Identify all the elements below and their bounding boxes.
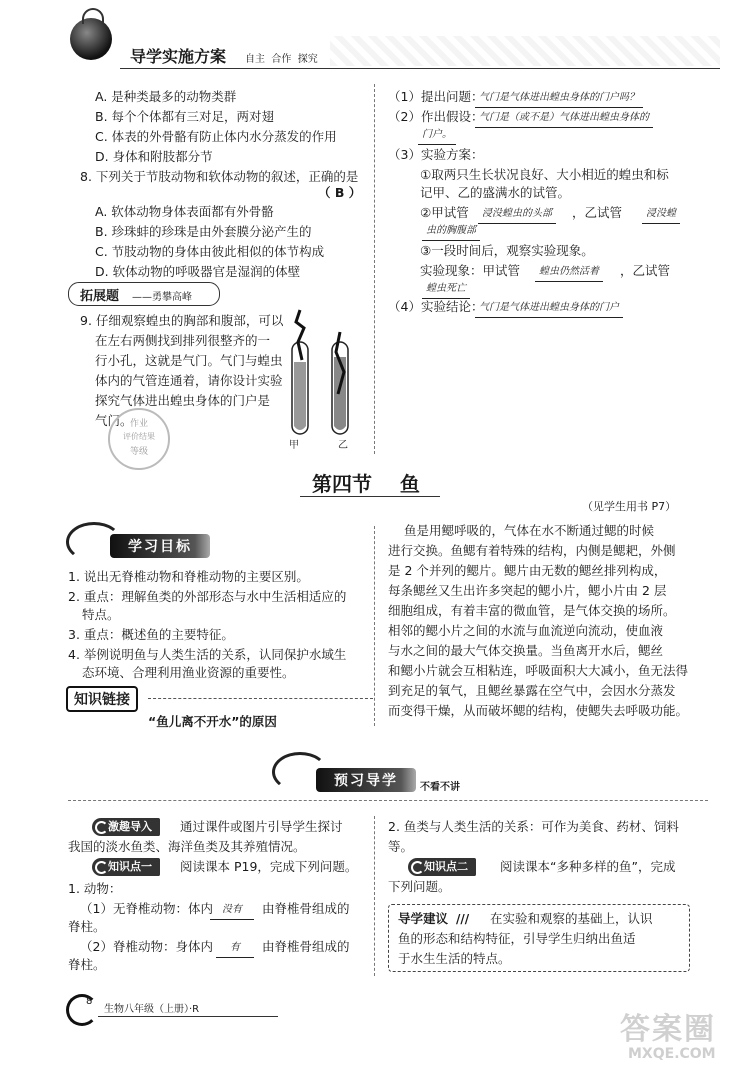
goal-2-cont: 特点。 bbox=[82, 607, 120, 622]
step-2-a-answer: 浸没蝗虫的头部 bbox=[478, 205, 556, 224]
fish-text-1: 鱼是用鳃呼吸的，气体在水不断通过鳃的时候 bbox=[404, 523, 655, 538]
knowledge-point-1-tag: 知识点一 bbox=[92, 858, 160, 876]
vertebrate-c: 脊柱。 bbox=[68, 957, 106, 972]
observation-answer-2: 蝗虫死亡 bbox=[422, 280, 470, 299]
column-divider-top bbox=[374, 84, 375, 454]
vertebrate-b: 由脊椎骨组成的 bbox=[262, 939, 350, 954]
fish-text-7: 与水之间的最大气体交换量。当鱼离开水后，鳃丝 bbox=[388, 643, 664, 658]
learning-goals-banner: 学习目标 bbox=[110, 534, 210, 558]
preview-sub: 不看不讲 bbox=[420, 782, 460, 793]
q8-option-d: D. 软体动物的呼吸器官是湿润的体壁 bbox=[95, 264, 301, 279]
step-1-cont: 记甲、乙的盛满水的试管。 bbox=[420, 185, 571, 200]
q9-line-6: 气门。 bbox=[95, 413, 133, 428]
header-logo-sprout-icon bbox=[82, 8, 104, 24]
option-b: B. 每个个体都有三对足，两对翅 bbox=[95, 109, 275, 124]
q2-answer-cont: 门户。 bbox=[418, 126, 456, 145]
section-reference: （见学生用书 P7） bbox=[582, 500, 677, 513]
invertebrate-c: 脊柱。 bbox=[68, 919, 106, 934]
goal-1: 1. 说出无脊椎动物和脊椎动物的主要区别。 bbox=[68, 569, 309, 584]
vertebrate-answer: 有 bbox=[216, 939, 254, 958]
column-divider-bottom bbox=[374, 816, 375, 976]
knowledge-point-2-text-cont: 下列问题。 bbox=[388, 879, 451, 894]
goal-4: 4. 举例说明鱼与人类生活的关系，认同保护水域生 bbox=[68, 647, 347, 662]
footer-page-swirl-icon bbox=[66, 994, 98, 1026]
q9-line-3: 行小孔，这就是气门。气门与蝗虫 bbox=[95, 353, 283, 368]
step-2-b-answer: 浸没蝗 bbox=[642, 205, 680, 224]
relation-text-1: 2. 鱼类与人类生活的关系：可作为美食、药材、饲料 bbox=[388, 819, 679, 834]
q3-label: （3）实验方案： bbox=[388, 147, 484, 162]
fish-text-9: 到充足的氧气，且鳃丝暴露在空气中，会因水分蒸发 bbox=[388, 683, 676, 698]
stamp-top: 作业 bbox=[129, 419, 148, 429]
animals-heading: 1. 动物： bbox=[68, 881, 122, 896]
q9-line-2: 在左右两侧找到排列很整齐的一 bbox=[95, 333, 271, 348]
tube-yi-icon bbox=[332, 332, 348, 434]
step-2-c-answer: 虫的胸腹部 bbox=[422, 222, 480, 241]
header-rule bbox=[120, 68, 720, 69]
vertebrate-a: （2）脊椎动物：身体内 bbox=[80, 939, 213, 954]
tube-label-yi: 乙 bbox=[338, 440, 348, 451]
extension-sub: ——勇攀高峰 bbox=[132, 292, 192, 303]
q4-label: （4）实验结论： bbox=[388, 299, 484, 314]
learning-goals-swirl-icon bbox=[66, 522, 122, 562]
q9-line-1: 9. 仔细观察蝗虫的胸部和腹部，可以 bbox=[80, 313, 284, 328]
q8-option-a: A. 软体动物身体表面都有外骨骼 bbox=[95, 204, 274, 219]
knowledge-point-1-text: 阅读课本 P19，完成下列问题。 bbox=[180, 859, 358, 874]
watermark-logo: 答案圈 bbox=[620, 1012, 716, 1047]
guidance-text-1: 在实验和观察的基础上，认识 bbox=[490, 911, 653, 926]
extension-label: 拓展题 bbox=[80, 289, 120, 304]
fish-text-10: 而变得干燥，从而破坏鳃的结构，使鳃失去呼吸功能。 bbox=[388, 703, 689, 718]
footer-book: 生物八年级（上册）·R bbox=[104, 1004, 200, 1015]
header-subtitle: 自主 合作 探究 bbox=[245, 54, 318, 65]
q8-answer: （ B ） bbox=[318, 185, 362, 200]
fish-text-5: 细胞组成，有着丰富的微血管，是气体交换的场所。 bbox=[388, 603, 676, 618]
preview-banner: 预习导学 bbox=[316, 768, 416, 792]
q9-line-4: 体内的气管连通着，请你设计实验 bbox=[95, 373, 283, 388]
q1-answer: 气门是气体进出蝗虫身体的门户吗？ bbox=[475, 89, 643, 108]
watermark-url: MXQE.COM bbox=[628, 1046, 716, 1062]
intro-text-1: 通过课件或图片引导学生探讨 bbox=[180, 819, 343, 834]
step-3: ③一段时间后，观察实验现象。 bbox=[420, 243, 594, 258]
knowledge-point-2-tag: 知识点二 bbox=[408, 858, 476, 876]
q1-label: （1）提出问题： bbox=[388, 89, 484, 104]
grade-stamp bbox=[108, 408, 170, 470]
q2-answer: 气门是（或不是）气体进出蝗虫身体的 bbox=[475, 109, 653, 128]
step-1: ①取两只生长状况良好、大小相近的蝗虫和标 bbox=[420, 167, 669, 182]
test-tubes-illustration bbox=[282, 302, 362, 452]
fish-text-6: 相邻的鳃小片之间的水流与血流逆向流动，使血液 bbox=[388, 623, 664, 638]
tube-label-jia: 甲 bbox=[289, 440, 299, 451]
header-decoration bbox=[330, 36, 720, 66]
q4-answer: 气门是气体进出蝗虫身体的门户 bbox=[475, 299, 623, 318]
tube-jia-icon bbox=[292, 310, 308, 434]
q8-option-b: B. 珍珠蚌的珍珠是由外套膜分泌产生的 bbox=[95, 224, 312, 239]
invertebrate-answer: 没有 bbox=[210, 901, 254, 920]
goal-2: 2. 重点：理解鱼类的外部形态与水中生活相适应的 bbox=[68, 589, 347, 604]
option-c: C. 体表的外骨骼有防止体内水分蒸发的作用 bbox=[95, 129, 337, 144]
step-2-a: ②甲试管 bbox=[420, 205, 469, 220]
guidance-text-2: 鱼的形态和结构特征，引导学生归纳出鱼适 bbox=[398, 931, 636, 946]
guidance-slash-icon: /// bbox=[456, 912, 470, 926]
section-rule bbox=[300, 496, 440, 497]
observation-label: 实验现象：甲试管 bbox=[420, 263, 521, 278]
intro-tag: 激趣导入 bbox=[92, 818, 160, 836]
knowledge-link-caption: “鱼儿离不开水”的原因 bbox=[148, 714, 277, 729]
header-title: 导学实施方案 bbox=[130, 47, 227, 66]
fish-text-2: 进行交换。鱼鳃有着特殊的结构，内侧是鳃耙，外侧 bbox=[388, 543, 676, 558]
fish-text-4: 每条鳃丝又生出许多突起的鳃小片，鳃小片由 2 层 bbox=[388, 583, 667, 598]
guidance-label: 导学建议 bbox=[398, 911, 449, 926]
preview-rule bbox=[68, 800, 708, 801]
knowledge-point-2-text: 阅读课本“多种多样的鱼”，完成 bbox=[500, 859, 676, 874]
stamp-middle: 评价结果 bbox=[123, 432, 155, 441]
invertebrate-a: （1）无脊椎动物：体内 bbox=[80, 901, 213, 916]
section-title: 第四节 鱼 bbox=[312, 472, 420, 496]
q9-line-5: 探究气体进出蝗虫身体的门户是 bbox=[95, 393, 271, 408]
step-2-b: ，乙试管 bbox=[572, 205, 623, 220]
fish-text-8: 和鳃小片就会互相粘连，呼吸面积大大减小，鱼无法得 bbox=[388, 663, 689, 678]
fish-text-3: 是 2 个并列的鳃片。鳃片由无数的鳃丝排列构成， bbox=[388, 563, 667, 578]
observation-answer-1: 蝗虫仍然活着 bbox=[535, 263, 603, 282]
footer-page-number: 8 bbox=[86, 996, 93, 1007]
invertebrate-b: 由脊椎骨组成的 bbox=[262, 901, 350, 916]
observation-mid: ，乙试管 bbox=[620, 263, 671, 278]
intro-text-2: 我国的淡水鱼类、海洋鱼类及其养殖情况。 bbox=[68, 839, 306, 854]
knowledge-link-rule bbox=[148, 698, 373, 699]
knowledge-link-badge: 知识链接 bbox=[66, 686, 138, 712]
q8-option-c: C. 节肢动物的身体由彼此相似的体节构成 bbox=[95, 244, 325, 259]
q8-stem: 8. 下列关于节肢动物和软体动物的叙述，正确的是 bbox=[80, 169, 359, 184]
stamp-bottom: 等级 bbox=[129, 447, 148, 457]
option-d: D. 身体和附肢都分节 bbox=[95, 149, 213, 164]
relation-text-2: 等。 bbox=[388, 839, 414, 854]
option-a: A. 是种类最多的动物类群 bbox=[95, 89, 237, 104]
goal-4-cont: 态环境、合理利用渔业资源的重要性。 bbox=[82, 665, 295, 680]
footer-rule bbox=[98, 1016, 278, 1017]
guidance-text-3: 于水生生活的特点。 bbox=[398, 951, 511, 966]
q2-label: （2）作出假设： bbox=[388, 109, 484, 124]
column-divider-mid bbox=[374, 526, 375, 726]
goal-3: 3. 重点：概述鱼的主要特征。 bbox=[68, 627, 234, 642]
header-logo-icon bbox=[70, 18, 112, 60]
